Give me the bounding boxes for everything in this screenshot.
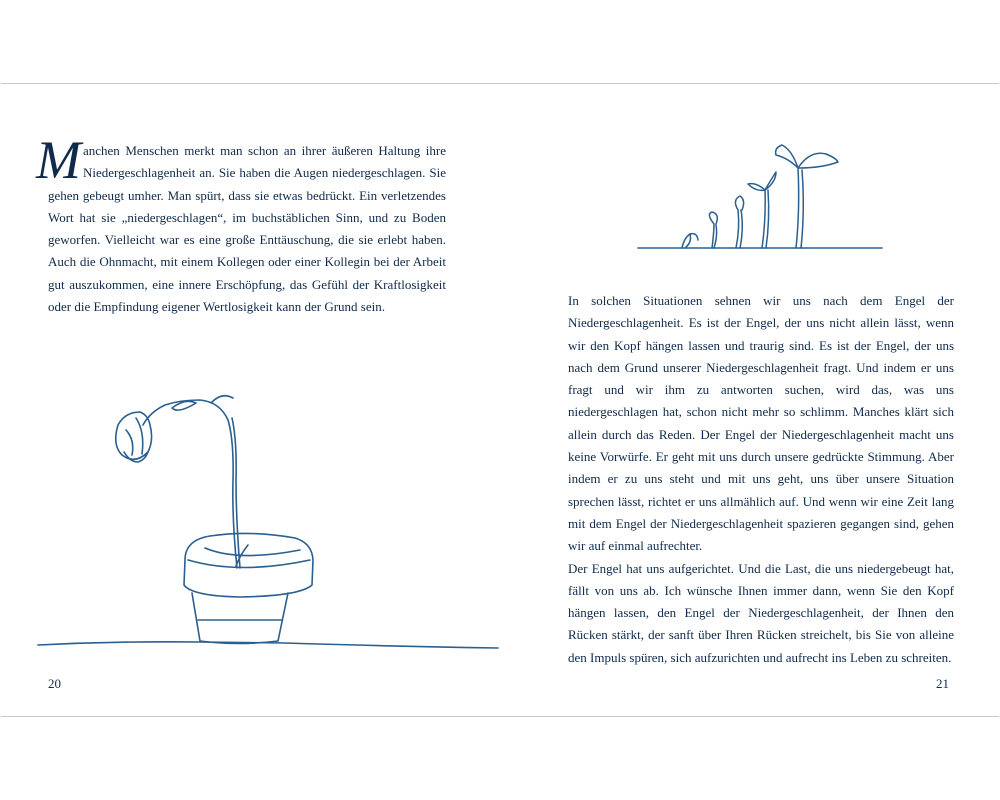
left-paragraph: anchen Menschen merkt man schon an ihrer äußeren Haltung ihre Niedergeschlagenheit an. Sie haben die Augen niedergeschlagen. Sie gehen gebeugt umher. Man spürt, dass sie etwas bedrückt. Ein verletzendes Wort hat sie „niedergeschlagen“, im buchstäblichen Sinn, und zu Boden geworfen. Vielleicht war es eine große Enttäuschung, die sie erlebt haben. Auch die Ohnmacht, mit einem Kollegen oder einer Kollegin bei der Arbeit gut auszukommen, eine innere Erschöpfung, das Gefühl der Kraftlosigkeit oder die Empfindung eigener Wertlosigkeit kann der Grund sein.: [48, 143, 446, 315]
page-number-right: 21: [936, 676, 949, 691]
page-number-left: 20: [48, 676, 61, 691]
right-paragraph-1: In solchen Situationen sehnen wir uns nach dem Engel der Niedergeschlagenheit. Es ist der Engel, der uns nicht allein lässt, wenn wir den Kopf hängen lassen und traurig sind. Es ist der Engel, der uns nach dem Grund unserer Niedergeschlagenheit fragt. Und indem er uns fragt und wir ihm zu antworten suchen, wird das, was uns niedergeschlagen hat, schon nicht mehr so schlimm. Manches klärt sich allein durch das Reden. Der Engel der Niedergeschlagenheit macht uns keine Vorwürfe. Er geht mit uns durch unsere gedrückte Stimmung. Aber indem er zu uns steht und mit uns geht, uns über unsere Situation sprechen lässt, richtet er uns allmählich auf. Und wenn wir eine Zeit lang mit dem Engel der Niedergeschlagenheit spazieren gegangen sind, gehen wir auf einmal aufrechter.: [568, 293, 954, 554]
drop-cap: M: [36, 130, 81, 190]
right-paragraph-2: Der Engel hat uns aufgerichtet. Und die Last, die uns niedergebeugt hat, fällt von uns ab. Ich wünsche Ihnen immer dann, wenn Sie den Kopf hängen lassen, den Engel der Niedergeschlagenheit, der Ihnen den Rücken stärkt, der sanft über Ihren Rücken streichelt, bis Sie von alleine den Impuls spüren, sich aufzurichten und aufrecht ins Leben zu schreiten.: [568, 560, 954, 665]
right-page-text: [568, 290, 954, 669]
